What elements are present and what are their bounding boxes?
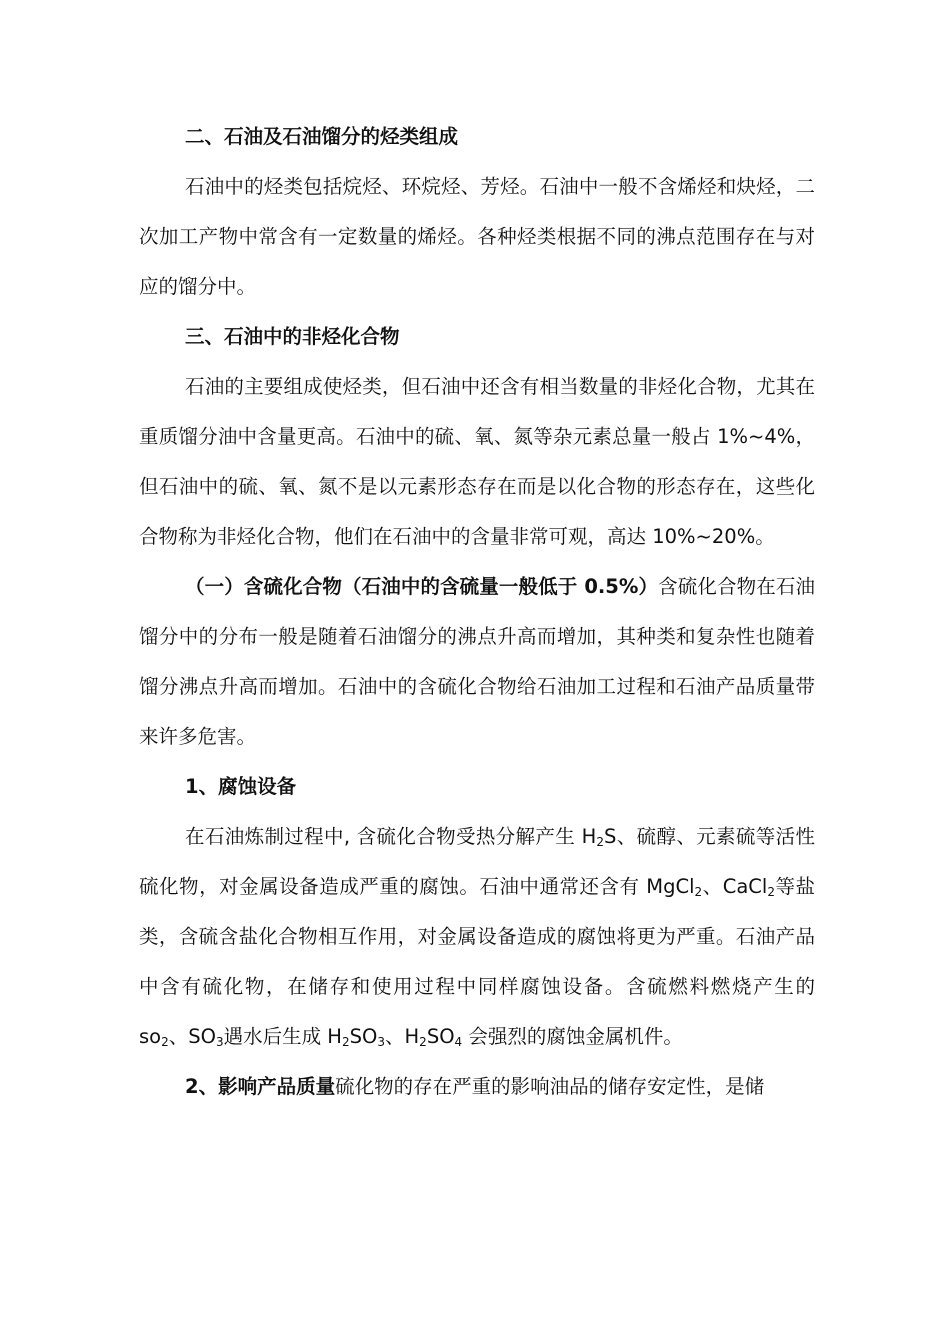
subscript: 4 xyxy=(454,1035,463,1049)
subscript: 2 xyxy=(419,1035,427,1049)
subscript: 3 xyxy=(215,1035,224,1049)
product-quality-text: 硫化物的存在严重的影响油品的储存安定性，是储 xyxy=(335,1075,765,1098)
corrosion-text-6: 遇水后生成 H xyxy=(223,1025,342,1048)
subscript: 2 xyxy=(596,835,604,849)
section-heading-non-hydrocarbon: 三、石油中的非烃化合物 xyxy=(185,325,400,348)
corrosion-text-2: S、硫醇、元素硫等活性硫化物，对金属设备造成严重的腐蚀。石油中通常还含有 MgCl xyxy=(139,825,815,898)
paragraph-product-quality xyxy=(139,1062,815,1112)
corrosion-text-7: SO xyxy=(349,1025,378,1048)
subscript: 2 xyxy=(161,1035,169,1049)
paragraph-corrosion xyxy=(139,812,815,1062)
subscript: 2 xyxy=(341,1035,350,1049)
corrosion-text-8: 、H xyxy=(385,1025,420,1048)
document-body xyxy=(139,112,815,1112)
corrosion-text-10: 会强烈的腐蚀金属机件。 xyxy=(462,1025,683,1048)
subsection-heading-product-quality: 2、影响产品质量 xyxy=(185,1075,336,1098)
subscript: 3 xyxy=(377,1035,385,1049)
paragraph-sulfur-compounds xyxy=(139,562,815,762)
subscript: 2 xyxy=(694,885,703,899)
section-heading-hydrocarbon-composition: 二、石油及石油馏分的烃类组成 xyxy=(185,125,459,148)
subsection-heading-corrosion: 1、腐蚀设备 xyxy=(185,775,297,798)
sulfur-compounds-text: 含硫化合物在石油馏分中的分布一般是随着石油馏分的沸点升高而增加，其种类和复杂性也随着馏分沸点升高而增加。石油中的含硫化合物给石油加工过程和石油产品质量带来许多危害。 xyxy=(139,575,815,748)
corrosion-text-4: 等盐类，含硫含盐化合物相互作用，对金属设备造成的腐蚀将更为严重。石油产品中含有硫化物，在储存和使用过程中同样腐蚀设备。含硫燃料燃烧产生的 so xyxy=(139,875,815,1048)
paragraph-hydrocarbon-types: 石油中的烃类包括烷烃、环烷烃、芳烃。石油中一般不含烯烃和炔烃，二次加工产物中常含有一定数量的烯烃。各种烃类根据不同的沸点范围存在与对应的馏分中。 xyxy=(139,175,815,298)
corrosion-text-5: 、SO xyxy=(168,1025,216,1048)
paragraph-non-hydrocarbon: 石油的主要组成使烃类，但石油中还含有相当数量的非烃化合物，尤其在重质馏分油中含量更高。石油中的硫、氧、氮等杂元素总量一般占 1%~4%，但石油中的硫、氧、氮不是以元素形态存在而是以化合物的形态存在，这些化合物称为非烃化合物，他们在石油中的含量非常可观，高达 10%~20%。 xyxy=(139,375,815,548)
corrosion-text-1: 在石油炼制过程中, 含硫化合物受热分解产生 H xyxy=(185,825,597,848)
subsection-heading-sulfur: （一）含硫化合物（石油中的含硫量一般低于 0.5%） xyxy=(185,575,659,598)
corrosion-text-9: SO xyxy=(426,1025,455,1048)
subscript: 2 xyxy=(767,885,775,899)
corrosion-text-3: 、CaCl xyxy=(702,875,768,898)
